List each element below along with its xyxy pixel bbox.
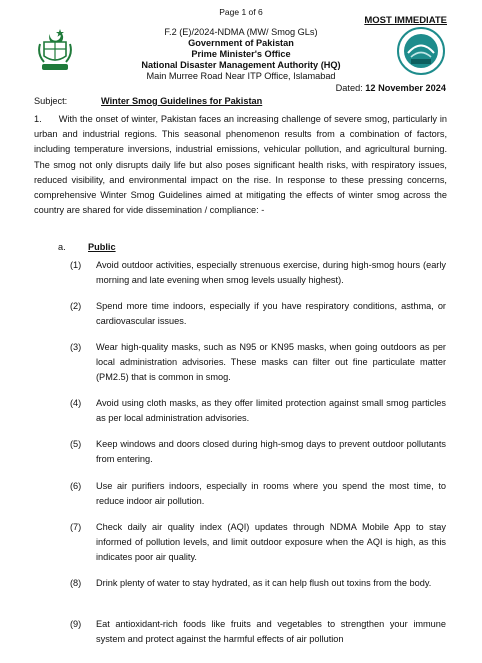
list-item-text: Keep windows and doors closed during high-smog days to prevent outdoor pollutants from entering. [96, 439, 446, 464]
org-authority: National Disaster Management Authority (HQ) [141, 60, 341, 70]
list-item [70, 520, 446, 564]
subject-value: Winter Smog Guidelines for Pakistan [101, 96, 263, 106]
list-item-text: Drink plenty of water to stay hydrated, as it can help flush out toxins from the body. [96, 578, 432, 588]
list-item [70, 617, 446, 647]
section-letter: a. [58, 242, 66, 252]
list-item-number: (9) [70, 619, 82, 629]
list-item-text: Use air purifiers indoors, especially in rooms where you spend the most time, to reduce indoor air pollution. [96, 481, 446, 506]
org-government: Government of Pakistan [188, 38, 294, 48]
list-item-text: Avoid using cloth masks, as they offer limited protection against small smog particles as per local administration advisories. [96, 398, 446, 423]
paragraph-number: 1. [34, 114, 42, 124]
list-item [70, 576, 446, 591]
list-item-number: (3) [70, 342, 82, 352]
list-item-text: Check daily air quality index (AQI) updates through NDMA Mobile App to stay informed of pollution levels, and limit outdoor exposure when the AQI is high, as this indicates poor air quality. [96, 522, 446, 562]
paragraph-text: With the onset of winter, Pakistan faces an increasing challenge of severe smog, particularly in urban and industrial regions. This seasonal phenomenon results from a combination of factors, including temperature inversions, industrial emissions, vehicular pollution, and agricultural burning. The smog not only disrupts daily life but also poses significant health risks, with respiratory issues, reduced visibility, and environmental impact on the rise. In response to these pressing concerns, comprehensive Winter Smog Guidelines aimed at mitigating the effects of winter smog across the country are shared for vide dissemination / compliance: - [34, 114, 447, 216]
dated-label: Dated: [335, 83, 363, 93]
list-item [70, 437, 446, 467]
priority-label: MOST IMMEDIATE [364, 15, 447, 26]
list-item-text: Eat antioxidant-rich foods like fruits and vegetables to strengthen your immune system and protect against the harmful effects of air pollution [96, 619, 446, 644]
subject-line [34, 96, 263, 106]
list-item-text: Avoid outdoor activities, especially strenuous exercise, during high-smog hours (early morning and late evening when smog levels usually highest). [96, 260, 446, 285]
list-item-number: (6) [70, 481, 82, 491]
list-item-number: (2) [70, 301, 82, 311]
list-item [70, 479, 446, 509]
section-a-heading [58, 242, 116, 252]
list-item-text: Spend more time indoors, especially if you have respiratory conditions, asthma, or cardiovascular issues. [96, 301, 446, 326]
list-item-number: (5) [70, 439, 82, 449]
list-item-number: (4) [70, 398, 82, 408]
list-item-number: (8) [70, 578, 82, 588]
list-item-text: Wear high-quality masks, such as N95 or KN95 masks, when going outdoors as per local administration advisories. These masks can filter out fine particulate matter (PM2.5) that is common in smog. [96, 342, 446, 382]
paragraph-1 [34, 112, 447, 218]
section-title: Public [88, 242, 116, 252]
org-address: Main Murree Road Near ITP Office, Islamabad [146, 71, 336, 81]
list-item [70, 299, 446, 329]
list-item-number: (1) [70, 260, 82, 270]
file-reference: F.2 (E)/2024-NDMA (MW/ Smog GLs) [164, 27, 318, 37]
document-date [336, 83, 446, 93]
subject-label: Subject: [34, 96, 68, 106]
dated-value: 12 November 2024 [365, 83, 446, 93]
list-item [70, 258, 446, 288]
list-item [70, 340, 446, 384]
list-item-number: (7) [70, 522, 82, 532]
org-office: Prime Minister's Office [191, 49, 291, 59]
page-number: Page 1 of 6 [219, 7, 263, 17]
list-item [70, 396, 446, 426]
